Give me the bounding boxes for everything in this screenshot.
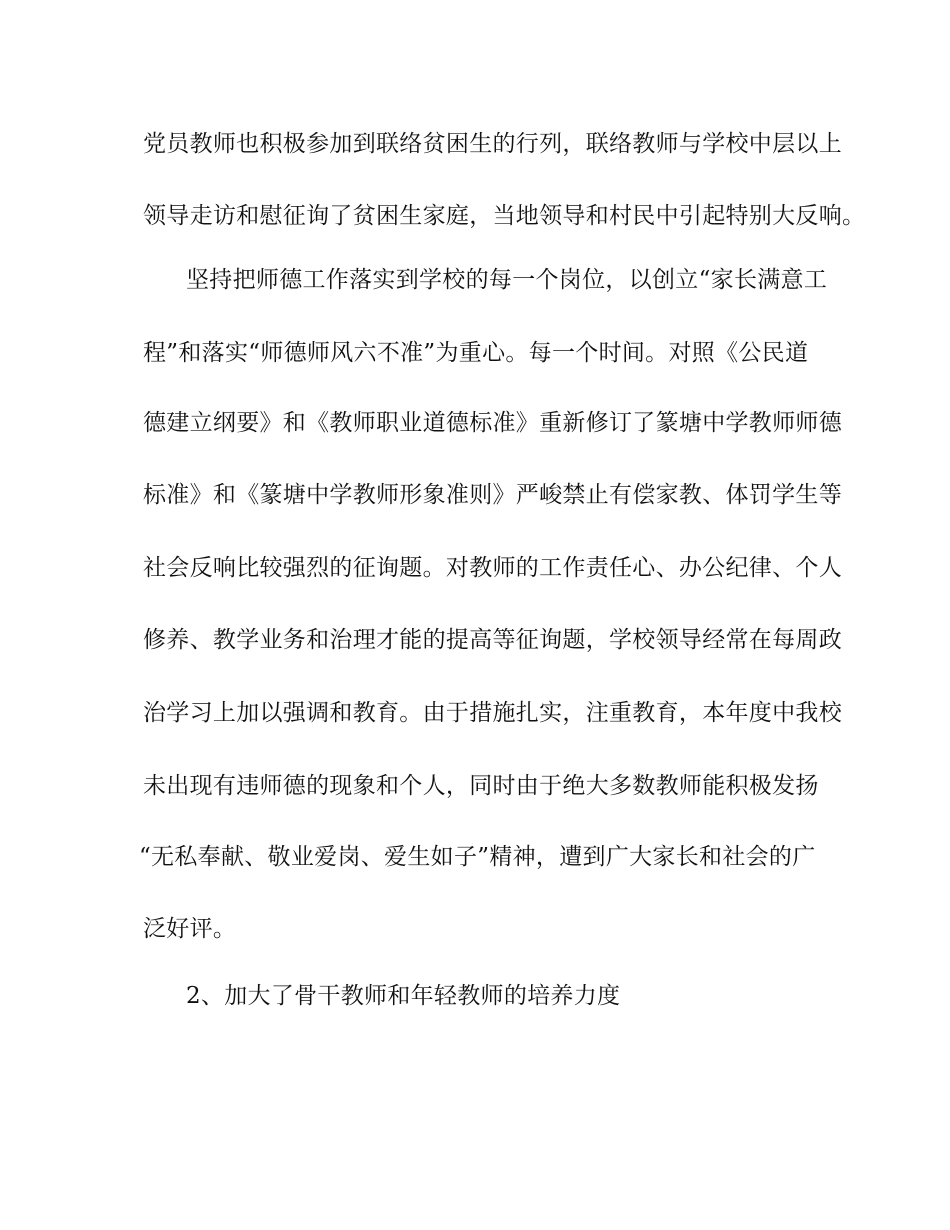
paragraph-line: 治学习上加以强调和教育。由于措施扎实，注重教育，本年度中我校 — [143, 700, 842, 726]
paragraph-line: 坚持把师德工作落实到学校的每一个岗位，以创立“家长满意工 — [186, 267, 828, 293]
paragraph-line: 程”和落实“师德师风六不准”为重心。每一个时间。对照《公民道 — [143, 340, 809, 366]
paragraph-line: 泛好评。 — [143, 916, 237, 942]
paragraph-line: “无私奉献、敬业爱岗、爱生如子”精神，遭到广大家长和社会的广 — [139, 844, 816, 870]
paragraph-line: 标准》和《篆塘中学教师形象准则》严峻禁止有偿家教、体罚学生等 — [143, 482, 842, 508]
paragraph-line: 德建立纲要》和《教师职业道德标准》重新修订了篆塘中学教师师德 — [143, 410, 842, 436]
paragraph-line: 未出现有违师德的现象和个人，同时由于绝大多数教师能积极发扬 — [143, 773, 819, 799]
section-heading: 2、加大了骨干教师和年轻教师的培养力度 — [186, 983, 621, 1009]
paragraph-line: 党员教师也积极参加到联络贫困生的行列，联络教师与学校中层以上 — [143, 131, 842, 157]
paragraph-line: 修养、教学业务和治理才能的提高等征询题，学校领导经常在每周政 — [143, 627, 842, 653]
paragraph-line: 领导走访和慰征询了贫困生家庭，当地领导和村民中引起特别大反响。 — [143, 203, 866, 229]
paragraph-line: 社会反响比较强烈的征询题。对教师的工作责任心、办公纪律、个人 — [143, 555, 842, 581]
